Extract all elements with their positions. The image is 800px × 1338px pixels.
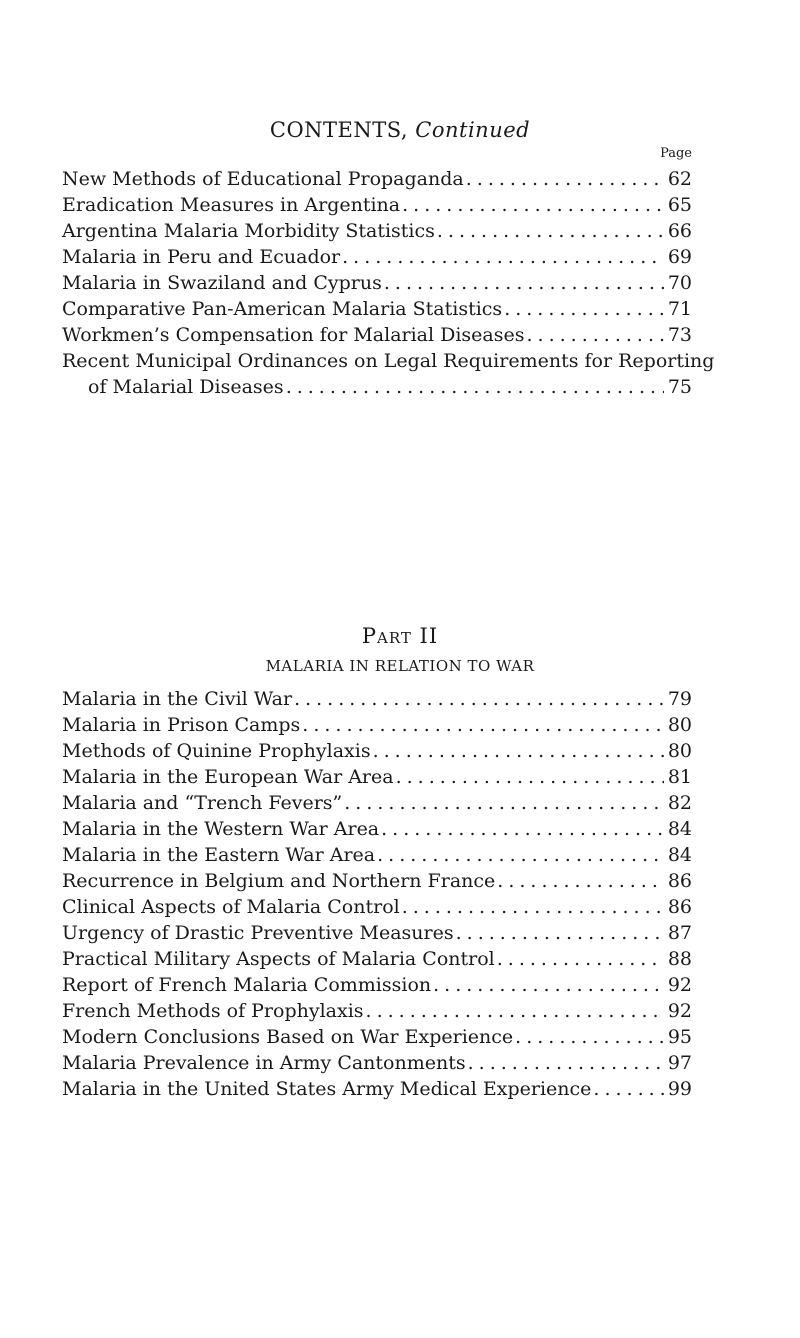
toc-entry (62, 1024, 692, 1050)
toc-part1-list (62, 166, 715, 400)
toc-entry-title: Malaria in Swaziland and Cyprus (62, 272, 382, 294)
toc-entry-page: 66 (667, 220, 692, 242)
toc-entry (62, 972, 692, 998)
toc-entry-title: Workmen’s Compensation for Malarial Diseases (62, 324, 525, 346)
toc-entry-title: Malaria in the Civil War (62, 688, 293, 710)
toc-entry-title: Clinical Aspects of Malaria Control (62, 896, 400, 918)
part-subtitle: MALARIA IN RELATION TO WAR (265, 657, 535, 675)
toc-entry (62, 920, 692, 946)
toc-entry-title: Malaria in the Eastern War Area (62, 844, 376, 866)
toc-entry-title: Recent Municipal Ordinances on Legal Requirements for Reporting (62, 350, 715, 372)
dot-leader (381, 816, 664, 842)
toc-entry-page: 86 (667, 896, 692, 918)
dot-leader (433, 972, 664, 998)
toc-entry-title: Malaria Prevalence in Army Cantonments (62, 1052, 466, 1074)
toc-entry (62, 1076, 692, 1102)
dot-leader (286, 374, 664, 400)
toc-entry-page: 81 (667, 766, 692, 788)
toc-entry-wrapped-line2 (62, 374, 692, 400)
toc-entry-page: 97 (667, 1052, 692, 1074)
dot-leader (342, 244, 664, 270)
toc-part2-list (62, 686, 692, 1102)
dot-leader (384, 270, 664, 296)
toc-entry-page: 84 (667, 844, 692, 866)
dot-leader (377, 842, 664, 868)
toc-entry-title: Comparative Pan-American Malaria Statistics (62, 298, 503, 320)
toc-entry (62, 842, 692, 868)
toc-entry-page: 80 (667, 740, 692, 762)
toc-entry-page: 99 (667, 1078, 692, 1100)
toc-entry (62, 244, 692, 270)
toc-entry-page: 95 (667, 1026, 692, 1048)
toc-entry-page: 88 (667, 948, 692, 970)
dot-leader (437, 218, 664, 244)
dot-leader (396, 764, 664, 790)
toc-entry (62, 764, 692, 790)
dot-leader (366, 998, 664, 1024)
toc-entry-page: 92 (667, 1000, 692, 1022)
dot-leader (468, 1050, 664, 1076)
contents-heading (0, 118, 800, 142)
toc-entry-page: 92 (667, 974, 692, 996)
toc-entry-page: 70 (667, 272, 692, 294)
dot-leader (504, 296, 664, 322)
toc-entry (62, 946, 692, 972)
toc-entry-page: 84 (667, 818, 692, 840)
dot-leader (373, 738, 664, 764)
dot-leader (497, 946, 664, 972)
dot-leader (344, 790, 664, 816)
page-column-label: Page (660, 146, 692, 161)
toc-entry (62, 322, 692, 348)
toc-entry-title-continued: of Malarial Diseases (88, 376, 284, 398)
toc-entry-page: 87 (667, 922, 692, 944)
dot-leader (294, 686, 664, 712)
toc-entry (62, 894, 692, 920)
toc-entry-title: New Methods of Educational Propaganda (62, 168, 464, 190)
contents-heading-continued: Continued (415, 118, 531, 142)
toc-entry-title: Modern Conclusions Based on War Experience (62, 1026, 514, 1048)
toc-entry-title: Report of French Malaria Commission (62, 974, 432, 996)
toc-entry-title: Malaria in the European War Area (62, 766, 394, 788)
part-title: Part II (361, 624, 439, 648)
dot-leader (466, 166, 664, 192)
toc-entry-title: Eradication Measures in Argentina (62, 194, 401, 216)
toc-entry (62, 1050, 692, 1076)
toc-entry-title: Malaria in Peru and Ecuador (62, 246, 341, 268)
toc-entry-page: 75 (667, 376, 692, 398)
toc-entry-title: Malaria in the Western War Area (62, 818, 380, 840)
toc-entry-page: 73 (667, 324, 692, 346)
toc-entry-title: Argentina Malaria Morbidity Statistics (62, 220, 435, 242)
toc-entry-title: French Methods of Prophylaxis (62, 1000, 364, 1022)
toc-entry (62, 192, 692, 218)
toc-entry-title: Malaria in Prison Camps (62, 714, 301, 736)
toc-entry-page: 62 (667, 168, 692, 190)
dot-leader (593, 1076, 663, 1102)
toc-entry-title: Methods of Quinine Prophylaxis (62, 740, 371, 762)
toc-entry-title: Urgency of Drastic Preventive Measures (62, 922, 454, 944)
toc-entry-title: Malaria and “Trench Fevers” (62, 792, 343, 814)
toc-entry-title: Practical Military Aspects of Malaria Control (62, 948, 495, 970)
toc-entry (62, 738, 692, 764)
toc-entry-page: 69 (667, 246, 692, 268)
toc-entry-title: Malaria in the United States Army Medical Experience (62, 1078, 592, 1100)
contents-heading-main: CONTENTS, (269, 118, 409, 142)
toc-entry (62, 296, 692, 322)
toc-entry (62, 712, 692, 738)
dot-leader (456, 920, 664, 946)
toc-entry (62, 868, 692, 894)
toc-entry (62, 816, 692, 842)
dot-leader (497, 868, 664, 894)
toc-entry-page: 65 (667, 194, 692, 216)
toc-entry-wrapped-line1 (62, 348, 715, 374)
dot-leader (527, 322, 664, 348)
toc-entry (62, 686, 692, 712)
toc-entry-page: 82 (667, 792, 692, 814)
dot-leader (302, 712, 664, 738)
toc-entry (62, 166, 692, 192)
toc-entry (62, 998, 692, 1024)
toc-entry-page: 71 (667, 298, 692, 320)
toc-entry (62, 790, 692, 816)
dot-leader (402, 894, 664, 920)
toc-entry-page: 86 (667, 870, 692, 892)
toc-entry-page: 80 (667, 714, 692, 736)
dot-leader (402, 192, 664, 218)
toc-entry-page: 79 (667, 688, 692, 710)
toc-entry (62, 270, 692, 296)
toc-entry (62, 218, 692, 244)
dot-leader (515, 1024, 664, 1050)
toc-entry-title: Recurrence in Belgium and Northern France (62, 870, 496, 892)
